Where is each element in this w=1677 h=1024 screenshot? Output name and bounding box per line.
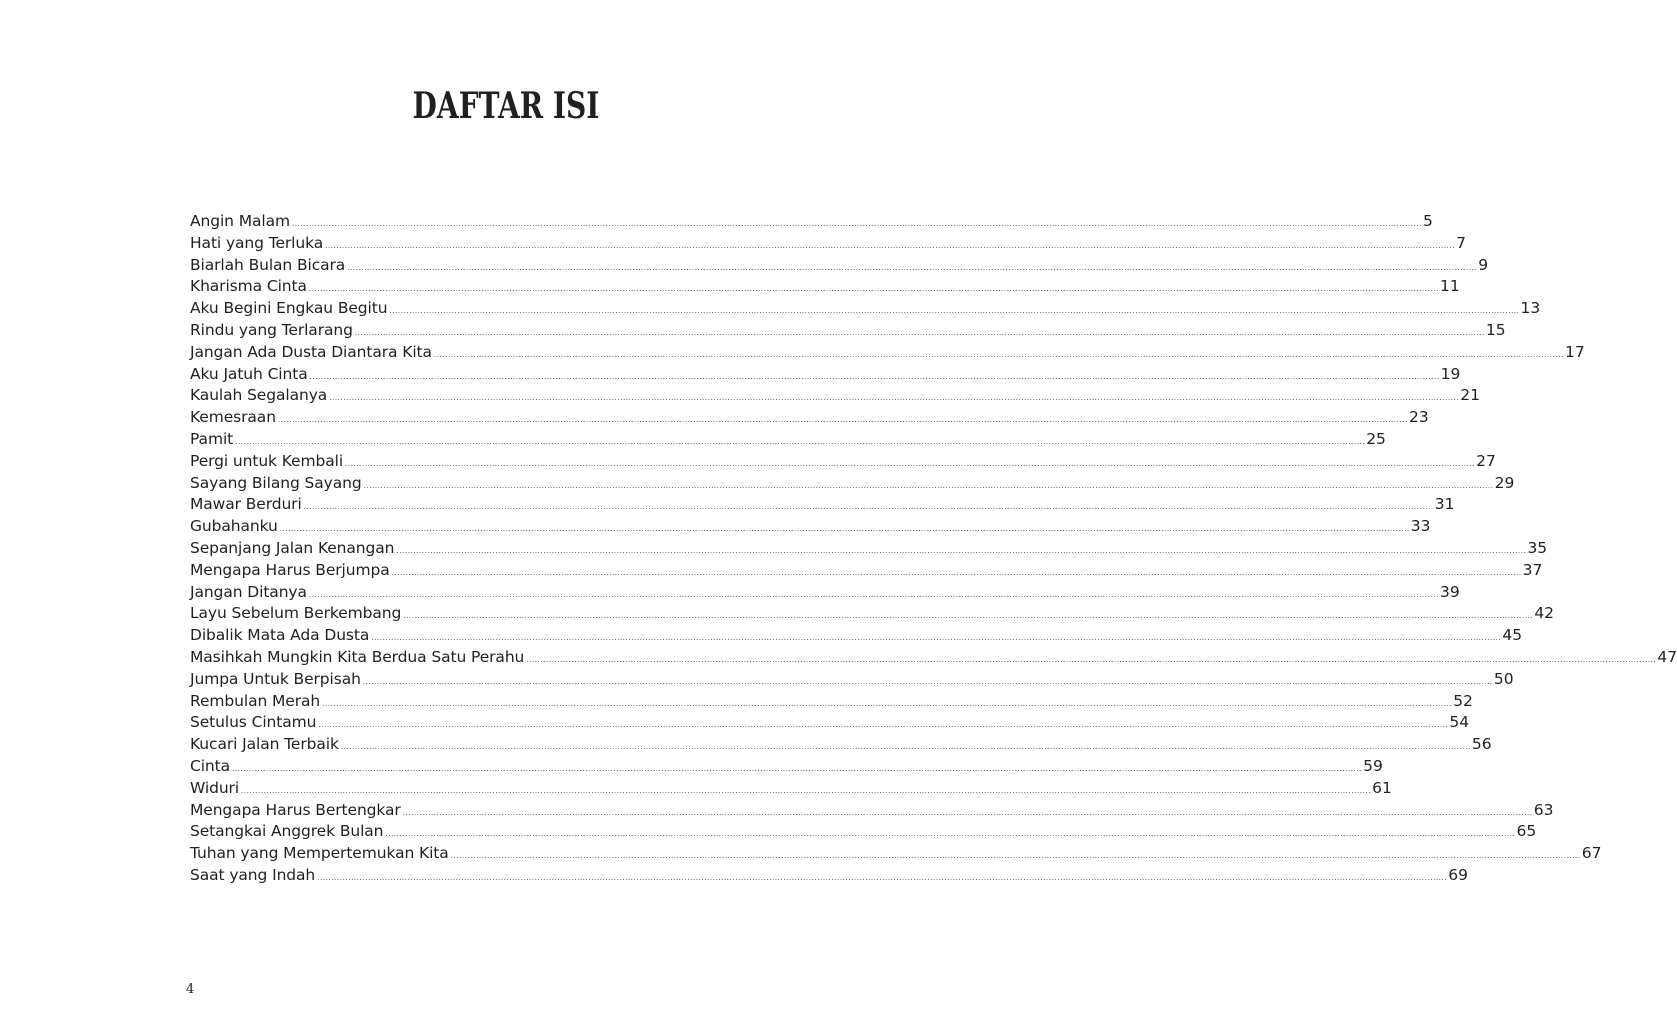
toc-entry-title: Mawar Berduri (190, 495, 302, 514)
toc-dot-leader: ................................................................................................................................................................................................................................................................................................................................................................................................................ (362, 677, 1493, 686)
toc-dot-leader: ................................................................................................................................................................................................................................................................................................................................................................................................................ (325, 241, 1456, 250)
toc-dot-leader: ................................................................................................................................................................................................................................................................................................................................................................................................................ (317, 873, 1448, 882)
toc-entry-title: Aku Jatuh Cinta (190, 364, 308, 383)
toc-dot-leader: ................................................................................................................................................................................................................................................................................................................................................................................................................ (279, 525, 1410, 534)
toc-entry (190, 844, 1602, 866)
toc-entry-title: Rindu yang Terlarang (190, 320, 353, 339)
toc-entry-page: 19 (1440, 364, 1461, 383)
toc-entry-page: 7 (1456, 233, 1467, 252)
toc-entry-title: Mengapa Harus Bertengkar (190, 800, 401, 819)
toc-dot-leader: ................................................................................................................................................................................................................................................................................................................................................................................................................ (309, 372, 1440, 381)
toc-dot-leader: ................................................................................................................................................................................................................................................................................................................................................................................................................ (345, 459, 1476, 468)
toc-entry (190, 626, 1523, 648)
toc-entry (190, 408, 1429, 430)
toc-entry-page: 67 (1581, 844, 1602, 863)
toc-entry (190, 538, 1548, 561)
toc-entry-page: 31 (1434, 495, 1455, 514)
toc-entry-page: 59 (1363, 756, 1383, 775)
toc-entry-title: Mengapa Harus Berjumpa (190, 560, 390, 579)
toc-entry (190, 364, 1461, 387)
toc-entry-title: Setangkai Anggrek Bulan (190, 822, 384, 841)
toc-dot-leader: ................................................................................................................................................................................................................................................................................................................................................................................................................ (277, 416, 1408, 425)
toc-dot-leader: ................................................................................................................................................................................................................................................................................................................................................................................................................ (308, 285, 1439, 294)
toc-entry-title: Sepanjang Jalan Kenangan (190, 538, 395, 557)
toc-dot-leader: ................................................................................................................................................................................................................................................................................................................................................................................................................ (396, 546, 1527, 555)
toc-entry-page: 5 (1423, 212, 1433, 230)
toc-dot-leader: ................................................................................................................................................................................................................................................................................................................................................................................................................ (433, 350, 1564, 359)
toc-entry (190, 386, 1480, 408)
toc-dot-leader: ................................................................................................................................................................................................................................................................................................................................................................................................................ (371, 634, 1502, 643)
toc-entry-page: 9 (1478, 255, 1489, 274)
toc-entry-title: Masihkah Mungkin Kita Berdua Satu Perahu (190, 647, 525, 666)
toc-entry (190, 800, 1554, 823)
toc-entry-title: Tuhan yang Mempertemukan Kita (190, 844, 449, 863)
toc-entry (190, 299, 1541, 321)
toc-entry (190, 495, 1455, 517)
toc-entry-page: 15 (1485, 320, 1506, 339)
toc-entry (190, 517, 1431, 539)
toc-entry-page: 54 (1449, 713, 1470, 732)
toc-entry (190, 647, 1677, 670)
toc-entry-page: 21 (1460, 386, 1480, 405)
toc-dot-leader: ................................................................................................................................................................................................................................................................................................................................................................................................................ (329, 394, 1460, 403)
toc-entry-title: Biarlah Bulan Bicara (190, 255, 346, 274)
toc-entry-title: Dibalik Mata Ada Dusta (190, 626, 370, 645)
toc-entry-title: Jangan Ditanya (190, 582, 307, 601)
toc-dot-leader: ................................................................................................................................................................................................................................................................................................................................................................................................................ (403, 612, 1534, 621)
toc-dot-leader: ................................................................................................................................................................................................................................................................................................................................................................................................................ (241, 786, 1372, 795)
toc-dot-leader: ................................................................................................................................................................................................................................................................................................................................................................................................................ (340, 743, 1471, 752)
toc-dot-leader: ................................................................................................................................................................................................................................................................................................................................................................................................................ (292, 220, 1423, 228)
toc-entry-page: 69 (1448, 865, 1468, 884)
toc-entry-title: Widuri (190, 778, 240, 797)
toc-entry-title: Pergi untuk Kembali (190, 451, 344, 470)
toc-entry (190, 691, 1473, 714)
toc-entry-page: 33 (1410, 517, 1431, 536)
toc-entry (190, 277, 1460, 299)
toc-dot-leader: ................................................................................................................................................................................................................................................................................................................................................................................................................ (347, 263, 1478, 272)
toc-entry (190, 822, 1537, 844)
toc-entry-page: 47 (1657, 647, 1677, 666)
toc-entry (190, 669, 1514, 692)
toc-entry-page: 63 (1533, 800, 1554, 819)
toc-entry-title: Saat yang Indah (190, 865, 316, 884)
toc-entry (190, 582, 1460, 605)
toc-entry-title: Kucari Jalan Terbaik (190, 735, 339, 754)
toc-entry-title: Pamit (190, 429, 234, 448)
toc-entry (190, 429, 1386, 452)
toc-entry (190, 342, 1585, 365)
toc-entry-page: 27 (1476, 451, 1496, 470)
toc-entry-page: 45 (1502, 626, 1523, 645)
toc-entry-page: 39 (1439, 582, 1460, 601)
page-number: 4 (186, 982, 195, 997)
toc-entry (190, 604, 1555, 626)
toc-dot-leader: ................................................................................................................................................................................................................................................................................................................................................................................................................ (402, 808, 1533, 817)
toc-entry-title: Kaulah Segalanya (190, 386, 328, 405)
toc-entry-page: 23 (1408, 408, 1429, 427)
toc-entry-page: 37 (1522, 560, 1543, 579)
toc-entry-title: Gubahanku (190, 517, 278, 536)
toc-entry (190, 451, 1496, 474)
toc-dot-leader: ................................................................................................................................................................................................................................................................................................................................................................................................................ (363, 481, 1494, 490)
toc-entry (190, 212, 1433, 234)
toc-entry-page: 56 (1471, 735, 1492, 754)
toc-entry-page: 35 (1527, 538, 1548, 557)
toc-dot-leader: ................................................................................................................................................................................................................................................................................................................................................................................................................ (232, 764, 1363, 773)
toc-dot-leader: ................................................................................................................................................................................................................................................................................................................................................................................................................ (322, 699, 1453, 708)
toc-entry-page: 42 (1534, 604, 1555, 623)
toc-entry (190, 713, 1470, 735)
toc-dot-leader: ................................................................................................................................................................................................................................................................................................................................................................................................................ (450, 852, 1581, 861)
toc-entry-title: Cinta (190, 756, 231, 775)
toc-entry-page: 65 (1516, 822, 1537, 841)
toc-entry-page: 29 (1494, 473, 1515, 492)
toc-entry (190, 865, 1468, 888)
toc-entry (190, 233, 1467, 256)
toc-entry-title: Layu Sebelum Berkembang (190, 604, 402, 623)
toc-entry (190, 735, 1492, 757)
toc-entry-title: Rembulan Merah (190, 691, 321, 710)
toc-entry-page: 61 (1372, 778, 1392, 797)
toc-entry-page: 11 (1439, 277, 1460, 296)
toc-dot-leader: ................................................................................................................................................................................................................................................................................................................................................................................................................ (308, 590, 1439, 599)
toc-dot-leader: ................................................................................................................................................................................................................................................................................................................................................................................................................ (385, 830, 1516, 839)
toc-entry (190, 255, 1489, 278)
toc-dot-leader: ................................................................................................................................................................................................................................................................................................................................................................................................................ (526, 655, 1657, 664)
toc-entry-page: 13 (1520, 299, 1541, 318)
toc-entry-title: Kemesraan (190, 408, 276, 427)
toc-entry-page: 50 (1493, 669, 1514, 688)
toc-dot-leader: ................................................................................................................................................................................................................................................................................................................................................................................................................ (303, 503, 1434, 512)
toc-entry-page: 52 (1453, 691, 1473, 710)
toc-entry (190, 756, 1383, 779)
toc-entry-title: Hati yang Terluka (190, 233, 324, 252)
toc-entry (190, 560, 1543, 583)
toc-entry-title: Setulus Cintamu (190, 713, 317, 732)
toc-entry-page: 17 (1564, 342, 1585, 361)
toc-dot-leader: ................................................................................................................................................................................................................................................................................................................................................................................................................ (354, 328, 1485, 337)
toc-entry-title: Aku Begini Engkau Begitu (190, 299, 388, 318)
toc-dot-leader: ................................................................................................................................................................................................................................................................................................................................................................................................................ (318, 721, 1449, 730)
toc-entry (190, 778, 1392, 801)
toc-dot-leader: ................................................................................................................................................................................................................................................................................................................................................................................................................ (235, 437, 1366, 446)
toc-entry-title: Angin Malam (190, 212, 290, 230)
page-title: DAFTAR ISI (412, 85, 600, 127)
toc-entry-page: 25 (1366, 429, 1386, 448)
toc-entry-title: Jumpa Untuk Berpisah (190, 669, 361, 688)
toc-entry-title: Kharisma Cinta (190, 277, 307, 296)
toc-entry-title: Jangan Ada Dusta Diantara Kita (190, 342, 432, 361)
toc-dot-leader: ................................................................................................................................................................................................................................................................................................................................................................................................................ (389, 307, 1520, 316)
toc-dot-leader: ................................................................................................................................................................................................................................................................................................................................................................................................................ (391, 568, 1522, 577)
table-of-contents (190, 212, 1677, 888)
toc-entry (190, 320, 1506, 343)
toc-entry-title: Sayang Bilang Sayang (190, 473, 362, 492)
toc-entry (190, 473, 1515, 496)
